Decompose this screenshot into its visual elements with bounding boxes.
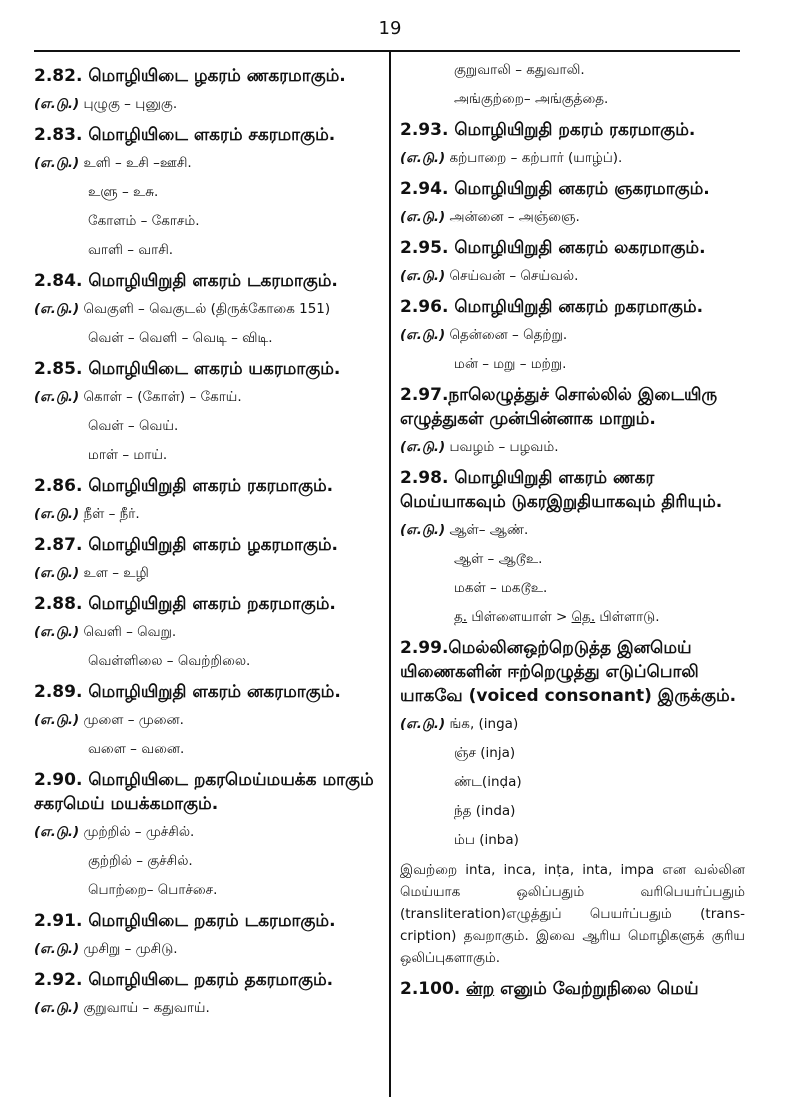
example-text: வெள் – வெய். [88, 418, 179, 434]
example-text: செய்வன் – செய்வல். [449, 268, 579, 284]
example-text: பவழம் – பழவம். [449, 439, 559, 455]
example-line [400, 714, 745, 734]
example-line [34, 622, 374, 642]
example-line [400, 207, 745, 227]
example-text: அன்னை – அஞ்ஞை. [449, 209, 580, 225]
heading-2-100 [400, 977, 745, 1001]
heading-2-83: 2.83. மொழியிடை ளகரம் சகரமாகும். [34, 125, 336, 145]
heading-2-96: 2.96. மொழியிறுதி னகரம் றகரமாகும். [400, 297, 704, 317]
example-text: முளை – முனை. [83, 712, 184, 728]
example-text: ந்த (inda) [454, 803, 516, 819]
example-line [34, 153, 374, 173]
example-text: குறுவாலி – கதுவாலி. [454, 62, 585, 78]
example-label: (எ.டு.) [34, 565, 80, 581]
example-text: கற்பாறை – கற்பார் (யாழ்ப்). [449, 150, 623, 166]
column-divider [389, 52, 391, 1097]
example-line [34, 822, 374, 842]
example-text [454, 607, 745, 627]
example-text: அங்குற்றை– அங்குத்தை. [454, 91, 609, 107]
heading-2-91: 2.91. மொழியிடை றகரம் டகரமாகும். [34, 911, 336, 931]
example-text: நீள் – நீர். [83, 506, 140, 522]
example-text: மாள் – மாய். [88, 447, 168, 463]
example-text: உளி – உசி –ஊசி. [83, 155, 192, 171]
example-line [34, 299, 374, 319]
example-line [34, 710, 374, 730]
example-label: (எ.டு.) [34, 301, 80, 317]
example-text: புழுகு – புனுகு. [83, 96, 178, 112]
example-line [400, 437, 745, 457]
example-text: ஞ்ச (inja) [454, 745, 516, 761]
example-text: வெள்ளிலை – வெற்றிலை. [88, 653, 251, 669]
heading-underlined: ன்ற [466, 979, 495, 999]
example-text: வாளி – வாசி. [88, 242, 174, 258]
heading-2-93: 2.93. மொழியிறுதி றகரம் ரகரமாகும். [400, 120, 696, 140]
example-line [34, 94, 374, 114]
example-text: வளை – வனை. [88, 741, 185, 757]
example-label: (எ.டு.) [34, 96, 80, 112]
left-column [34, 60, 374, 1027]
heading-2-94: 2.94. மொழியிறுதி னகரம் ஞகரமாகும். [400, 179, 710, 199]
heading-2-86: 2.86. மொழியிறுதி ளகரம் ரகரமாகும். [34, 476, 334, 496]
example-label: (எ.டு.) [400, 522, 446, 538]
example-text: ஆள்– ஆண். [449, 522, 529, 538]
body-paragraph: இவற்றை inta, inca, inṭa, inta, impa என வல்லின மெய்யாக ஒலிப்பதும் வரிபெயர்ப்பதும் (transliteration)எழுத்துப் பெயர்ப்பதும் (trans-cription) தவறாகும். இவை ஆரிய மொழிகளுக் குரிய ஒலிப்புகளாகும். [400, 862, 745, 966]
example-label: (எ.டு.) [34, 624, 80, 640]
example-label: (எ.டு.) [400, 327, 446, 343]
heading-2-84: 2.84. மொழியிறுதி ளகரம் டகரமாகும். [34, 271, 338, 291]
example-text: முசிறு – முசிடு. [83, 941, 178, 957]
example-text: குற்றில் – குச்சில். [88, 853, 193, 869]
example-line [34, 504, 374, 524]
example-line [34, 563, 374, 583]
example-text: தென்னை – தெற்று. [449, 327, 568, 343]
heading-2-95: 2.95. மொழியிறுதி னகரம் லகரமாகும். [400, 238, 706, 258]
example-line [400, 325, 745, 345]
right-column [400, 60, 745, 1007]
example-label: (எ.டு.) [400, 439, 446, 455]
heading-2-92: 2.92. மொழியிடை றகரம் தகரமாகும். [34, 970, 334, 990]
heading-2-99: 2.99.மெல்லினஒற்றெடுத்த இனமெய் யிணைகளின் ஈற்றெழுத்து எடுப்பொலி யாகவே (voiced consonant) இருக்கும். [400, 638, 737, 706]
example-text: மகள் – மகடூஉ. [454, 580, 548, 596]
example-text: உளு – உசு. [88, 184, 159, 200]
example-text: மன் – மறு – மற்று. [454, 356, 567, 372]
example-text: பிள்ளாடு. [595, 609, 660, 625]
example-line [34, 939, 374, 959]
example-line [400, 266, 745, 286]
example-text: ஆள் – ஆடூஉ. [454, 551, 543, 567]
example-label: (எ.டு.) [34, 1000, 80, 1016]
example-line [400, 520, 745, 540]
example-text: குறுவாய் – கதுவாய். [83, 1000, 210, 1016]
abbrev-tamil: த. [454, 609, 468, 625]
example-text: வெள் – வெளி – வெடி – விடி. [88, 330, 273, 346]
abbrev-telugu: தெ. [571, 609, 596, 625]
heading-2-85: 2.85. மொழியிடை ளகரம் யகரமாகும். [34, 359, 341, 379]
heading-2-98: 2.98. மொழியிறுதி ளகரம் ணகர மெய்யாகவும் டுகரஇறுதியாகவும் திரியும். [400, 468, 723, 512]
example-label: (எ.டு.) [34, 941, 80, 957]
example-text: ம்ப (inba) [454, 832, 519, 848]
example-text: உள – உழி [83, 565, 149, 581]
example-label: (எ.டு.) [34, 824, 80, 840]
example-label: (எ.டு.) [400, 150, 446, 166]
example-text: வெகுளி – வெகுடல் (திருக்கோகை 151) [83, 301, 331, 317]
example-text: ண்ட(inḍa) [454, 774, 522, 790]
example-line [34, 998, 374, 1018]
example-label: (எ.டு.) [34, 389, 80, 405]
heading-text: எனும் வேற்றுநிலை மெய் [494, 979, 699, 999]
example-text: பொற்றை– பொச்சை. [88, 882, 218, 898]
example-line [34, 387, 374, 407]
example-label: (எ.டு.) [400, 716, 446, 732]
example-line [400, 148, 745, 168]
example-label: (எ.டு.) [34, 506, 80, 522]
example-text: கோளம் – கோசம். [88, 213, 200, 229]
example-label: (எ.டு.) [400, 268, 446, 284]
heading-2-89: 2.89. மொழியிறுதி ளகரம் னகரமாகும். [34, 682, 341, 702]
example-text: கொள் – (கோள்) – கோய். [83, 389, 242, 405]
example-text: வெளி – வெறு. [83, 624, 177, 640]
example-label: (எ.டு.) [34, 712, 80, 728]
example-label: (எ.டு.) [34, 155, 80, 171]
heading-2-88: 2.88. மொழியிறுதி ளகரம் றகரமாகும். [34, 594, 336, 614]
heading-2-90: 2.90. மொழியிடை றகரமெய்மயக்க மாகும் சகரமெய் மயக்கமாகும். [34, 770, 374, 814]
example-text: பிள்ளையாள் > [467, 609, 572, 625]
header-rule [34, 50, 740, 52]
example-text: ங்க, (inga) [449, 716, 519, 732]
page-number: 19 [378, 18, 402, 39]
example-text: முற்றில் – முச்சில். [83, 824, 195, 840]
heading-2-82: 2.82. மொழியிடை ழகரம் ணகரமாகும். [34, 66, 346, 86]
heading-2-97: 2.97.நாலெழுத்துச் சொல்லில் இடையிரு எழுத்துகள் முன்பின்னாக மாறும். [400, 385, 718, 429]
heading-2-87: 2.87. மொழியிறுதி ளகரம் ழகரமாகும். [34, 535, 338, 555]
heading-number: 2.100. [400, 979, 467, 999]
example-label: (எ.டு.) [400, 209, 446, 225]
